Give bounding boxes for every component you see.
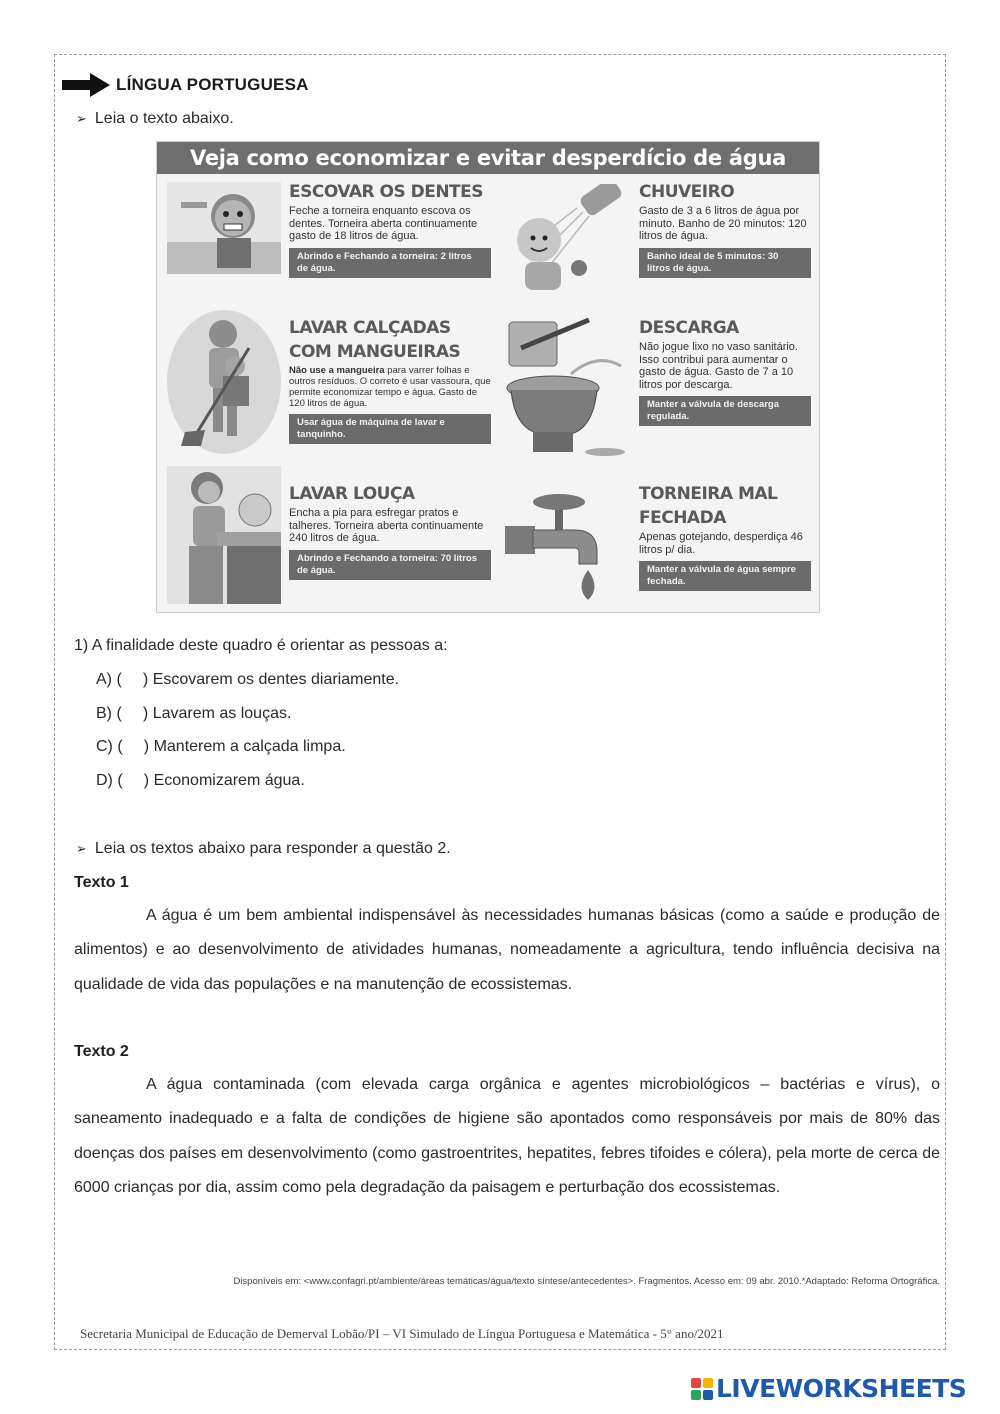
option-letter: B) (96, 705, 112, 722)
arrow-right-icon (62, 73, 110, 97)
answer-box-close: ) (143, 738, 150, 755)
tip-description-rest: para varrer folhas e outros resíduos. O correto é usar vassoura, que permite economizar tempo e água. Gasto de 120 litros de água. (289, 365, 491, 409)
infographic-banner: Veja como economizar e evitar desperdício de água (157, 142, 819, 174)
tip-description (289, 365, 491, 409)
question-1-option-d[interactable] (96, 772, 305, 790)
option-letter: A) (96, 671, 112, 688)
option-text: Escovarem os dentes diariamente. (152, 671, 400, 688)
brand-name: LIVEWORKSHEETS (716, 1374, 967, 1403)
tip-dripping-faucet (639, 482, 811, 591)
tip-title: DESCARGA (639, 318, 739, 338)
texto-2-label: Texto 2 (74, 1043, 129, 1060)
tip-flush (639, 316, 811, 426)
washing-dishes-illustration (167, 466, 281, 604)
source-citation: Disponíveis em: <www.confagri.pt/ambiente/áreas temáticas/água/texto síntese/antecedentes>. Fragmentos. Acesso em: 09 abr. 2010.*Adaptado: Reforma Ortográfica. (233, 1276, 940, 1287)
answer-box-close: ) (142, 671, 149, 688)
subject-title: LÍNGUA PORTUGUESA (116, 75, 309, 94)
liveworksheets-brand[interactable] (690, 1374, 966, 1403)
sweeping-illustration (165, 308, 283, 456)
tip-description: Encha a pia para esfregar pratos e talheres. Torneira aberta continuamente 240 litros de água. (289, 507, 484, 544)
tip-description-bold: Não use a mangueira (289, 365, 385, 376)
tip-title: LAVAR CALÇADAS COM MANGUEIRAS (289, 318, 461, 362)
instruction-1 (76, 110, 234, 128)
option-text: Lavarem as louças. (152, 705, 292, 722)
texto-1-body: A água é um bem ambiental indispensável às necessidades humanas básicas (como a saúde e produção de alimentos) e ao desenvolvimento de atividades humanas, nomeadamente a agricultura, tendo influência decisiva na qualidade de vida das populações e na manutenção de ecossistemas. (74, 907, 940, 993)
instruction-2-text: Leia os textos abaixo para responder a questão 2. (94, 840, 451, 857)
subject-header (62, 72, 309, 98)
arrowhead-bullet-icon: ➢ (76, 841, 87, 856)
tip-note: Manter a válvula de água sempre fechada. (639, 561, 811, 591)
option-letter: D) (96, 772, 113, 789)
tip-note: Abrindo e Fechando a torneira: 2 litros de água. (289, 248, 491, 278)
answer-box[interactable]: ( (116, 671, 122, 688)
tip-note: Abrindo e Fechando a torneira: 70 litros de água. (289, 550, 491, 580)
water-saving-infographic (156, 141, 820, 613)
tip-washing-dishes (289, 482, 491, 580)
tip-note: Manter a válvula de descarga regulada. (639, 396, 811, 426)
instruction-1-text: Leia o texto abaixo. (94, 110, 234, 127)
texto-1-label: Texto 1 (74, 874, 129, 891)
answer-box-close: ) (142, 705, 149, 722)
texto-2-body: A água contaminada (com elevada carga orgânica e agentes microbiológicos – bactérias e vírus), o saneamento inadequado e a falta de condições de higiene são apontados como responsáveis por mais de 80% das doenças dos países em desenvolvimento (como gastroentrites, hepatites, febres tifoides e cólera), pela morte de cerca de 6000 crianças por dia, assim como pela degradação da paisagem e perturbação dos ecossistemas. (74, 1076, 940, 1197)
liveworksheets-logo-icon (690, 1377, 714, 1401)
answer-box-close: ) (143, 772, 150, 789)
brushing-teeth-illustration (167, 182, 281, 274)
tip-description: Apenas gotejando, desperdiça 46 litros p/ dia. (639, 531, 803, 556)
toilet-illustration (501, 318, 631, 458)
tip-title: LAVAR LOUÇA (289, 484, 415, 504)
option-text: Manterem a calçada limpa. (153, 738, 346, 755)
answer-box[interactable]: ( (117, 772, 123, 789)
dripping-faucet-illustration (505, 480, 625, 604)
answer-box[interactable]: ( (116, 705, 122, 722)
tip-note: Banho ideal de 5 minutos: 30 litros de água. (639, 248, 811, 278)
tip-brushing-teeth (289, 180, 491, 278)
tip-shower (639, 180, 811, 278)
shower-illustration (501, 184, 631, 294)
question-1-option-c[interactable] (96, 738, 346, 756)
tip-washing-sidewalks (289, 316, 491, 444)
tip-title: TORNEIRA MAL FECHADA (639, 484, 778, 528)
instruction-2 (76, 840, 451, 858)
question-1-stem: 1) A finalidade deste quadro é orientar as pessoas a: (74, 637, 448, 654)
question-1-option-a[interactable] (96, 671, 399, 689)
tip-description: Feche a torneira enquanto escova os dentes. Torneira aberta continuamente gasto de 18 litros de água. (289, 205, 478, 242)
tip-description: Gasto de 3 a 6 litros de água por minuto. Banho de 20 minutos: 120 litros de água. (639, 205, 807, 242)
page-footer: Secretaria Municipal de Educação de Demerval Lobão/PI – VI Simulado de Língua Portuguesa e Matemática - 5° ano/2021 (80, 1326, 724, 1341)
tip-note: Usar água de máquina de lavar e tanquinho. (289, 414, 491, 444)
tip-description: Não jogue lixo no vaso sanitário. Isso contribui para aumentar o gasto de água. Gasto de 7 a 10 litros por descarga. (639, 341, 798, 391)
tip-title: ESCOVAR OS DENTES (289, 182, 484, 202)
question-1-option-b[interactable] (96, 705, 291, 723)
answer-box[interactable]: ( (117, 738, 123, 755)
tip-title: CHUVEIRO (639, 182, 735, 202)
arrowhead-bullet-icon: ➢ (76, 111, 87, 126)
option-text: Economizarem água. (153, 772, 305, 789)
option-letter: C) (96, 738, 113, 755)
